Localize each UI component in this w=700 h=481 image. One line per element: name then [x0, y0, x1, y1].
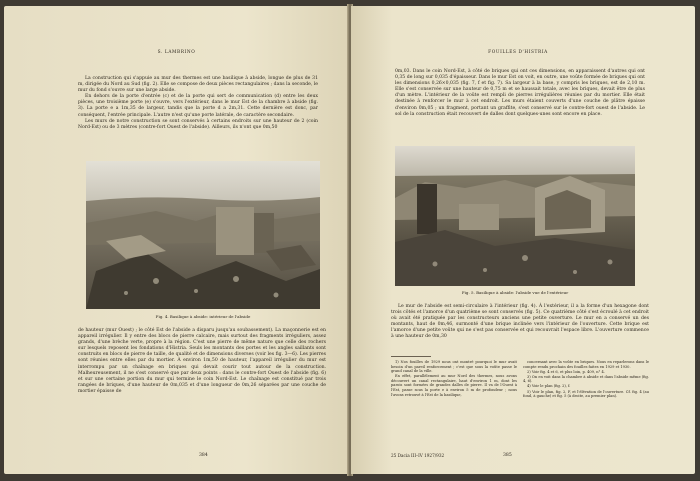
right-text-bottom: [391, 304, 649, 341]
footnotes-column-1: [391, 360, 517, 398]
right-paragraph: Le mur de l'abside est semi-circulaire à l'intérieur (fig. 4). À l'extérieur, il a la forme d'un hexagone dont trois côtés et l'amorce d'un quatrième se sont conservés (fig. 5). Ce quatrième côté s'est écroulé à cet endroit où avait été pratiquée par les constructeurs anciens une petite ouverture. Le mur en a conservé un des montants, haut de 0m,46, surmonté d'une brique inclinée vers l'intérieur de l'ouverture. Cette brique est l'amorce d'une petite voûte qui ne s'est pas conservée et qui recouvrait l'espace libre. L'ouverture commence à une hauteur de 0m,30: [391, 304, 649, 340]
footnote: En effet, parallèlement au mur Nord des thermes, nous avons découvert un canal rectangulaire, haut d'environ 1 m, dont les parois sont formées de grandes dalles de pierre. Il va de l'Ouest à l'Est, passe sous la porte e à environ 5 m de profondeur ; nous l'avons retrouvé à l'Est de la basilique,: [391, 374, 517, 397]
footnote: 3) On en voit dans la chambre à abside et dans l'abside même (fig. 4, 6).: [523, 374, 649, 384]
footnote: 4) Voir le plan (fig. 2), f.: [527, 384, 571, 389]
figure-4-caption: Fig. 4. Basilique à abside: intérieur de l'abside: [155, 314, 251, 319]
figure-5-caption: Fig. 5. Basilique à abside: l'abside vue de l'extérieur: [461, 290, 569, 295]
footnote: 2) Voir fig. 4 et 6, et plus loin, p. 409, n° 4.: [527, 369, 605, 374]
footnote-rule: [391, 356, 431, 357]
footnote: 1) Nos fouilles de 1929 nous ont montré pourquoi le mur avait besoin d'un pareil renforcement ; c'est que sous la voûte passe le grand canal de la ville.: [391, 360, 517, 374]
right-page-number: 385: [503, 453, 512, 458]
right-paragraph: 0m,03. Dans le coin Nord-Est, à côté de briques qui ont ces dimensions, en apparaissent d'autres qui ont 0,35 de long sur 0,035 d'épaisseur. Dans le mur Est on voit, en outre, une voûte formée de briques qui ont les dimensions 0,26×0,035 (fig. 7, f et fig. 7). Sa largeur à la base, y compris les briques, est de 2,10 m. Elle s'est conservée sur une hauteur de 0,75 m et se haussait totale, avec les briques, devait être de plus d'un mètre. L'intérieur de la voûte est rempli de pierres irrégulières réunies par du mortier. Elle était destinée à renforcer le mur à cet endroit. Les murs étaient couverts d'une couche de plâtre épaisse d'environ 0m,05 ; un fragment, portant un graffite, s'est conservé sur le contre-fort ouest de l'abside. Le sol de la construction était recouvert de dalles dont quelques-unes sont encore en place.: [395, 69, 645, 117]
left-text-top: [78, 76, 318, 131]
footnote: concernant avec la voûte en briques. Nous en reparlerons dans le compte rendu prochain des fouilles faites en 1929 et 1930.: [523, 360, 649, 369]
right-page: [351, 6, 695, 474]
ruins-apse-exterior-image: [395, 146, 635, 286]
footnote: 5) Voir le plan, fig. 2, F, et l'élévation de l'ouverture. Cf. fig. 4 (au fond, à gauche) et fig. 5 (à droite, au premier plan).: [523, 389, 649, 399]
printer-signature: 25 Dacia III–IV 1927/932: [391, 453, 445, 458]
left-paragraph: de hauteur (mur Ouest) ; le côté Est de l'abside a disparu jusqu'au soubassement). La maçonnerie est en appareil irrégulier. Il y entre des blocs de pierre calcaire, mais surtout des fragments irréguliers, assez grands, d'une brèche verte, propre à la région. C'est une pierre de même nature que celle des rochers sur lesquels reposent les fondations d'Histria. Seuls les montants des portes et les angles saillants sont construits en blocs de pierre de taille, de qualité et de dimensions diverses (voir les fig. 3—6). Les pierres sont réunies entre elles par du mortier. À environ 1m,50 de hauteur, l'appareil irrégulier du mur est interrompu par un chaînage en briques qui devait courir tout autour de la construction. Malheureusement, il ne s'est conservé que par deux points : dans le contre-fort Ouest de l'abside (fig. 6) et sur une certaine portion du mur qui termine le coin Nord-Est. Le chaînage est constitué par trois rangées de briques, d'une hauteur de 0m,035 et d'une longueur de 0m,26 séparées par une couche de mortier épaisse de: [78, 328, 326, 394]
left-paragraph: En dehors de la porte d'entrée (c) et de la porte qui sert de communication (d) entre les deux pièces, une troisième porte (e) s'ouvre, vers l'extérieur, dans le mur Est de la chambre à abside (fig. 3). La porte e a 1m,35 de largeur, tandis que la porte d a 2m,31. Cette dernière est donc, par conséquent, l'entrée principale. L'autre n'est qu'une porte latérale, de caractère secondaire.: [78, 94, 318, 118]
left-paragraph: La construction qui s'appuie au mur des thermes est une basilique à abside, longue de plus de 31 m, dirigée du Nord au Sud (fig. 2). Elle se compose de deux pièces rectangulaires ; dans la seconde, le mur du fond s'ouvre sur une large abside.: [78, 76, 318, 94]
left-page-number: 384: [199, 453, 208, 458]
left-paragraph: Les murs de notre construction se sont conservés à certains endroits sur une hauteur de 2 (coin Nord-Est) ou de 3 mètres (contre-fort Ouest de l'abside). Ailleurs, ils n'ont que 0m,50: [78, 118, 318, 130]
left-running-head: S. LAMBRINO: [157, 50, 196, 55]
figure-4-photo: [86, 161, 320, 309]
right-text-top: [395, 69, 645, 118]
left-text-bottom: [78, 328, 326, 395]
ruins-apse-interior-image: [86, 161, 320, 309]
right-running-head: FOUILLES D'HISTRIA: [488, 50, 548, 55]
left-page: [4, 6, 349, 474]
figure-5-photo: [395, 146, 635, 286]
footnotes-column-2: [523, 360, 649, 399]
